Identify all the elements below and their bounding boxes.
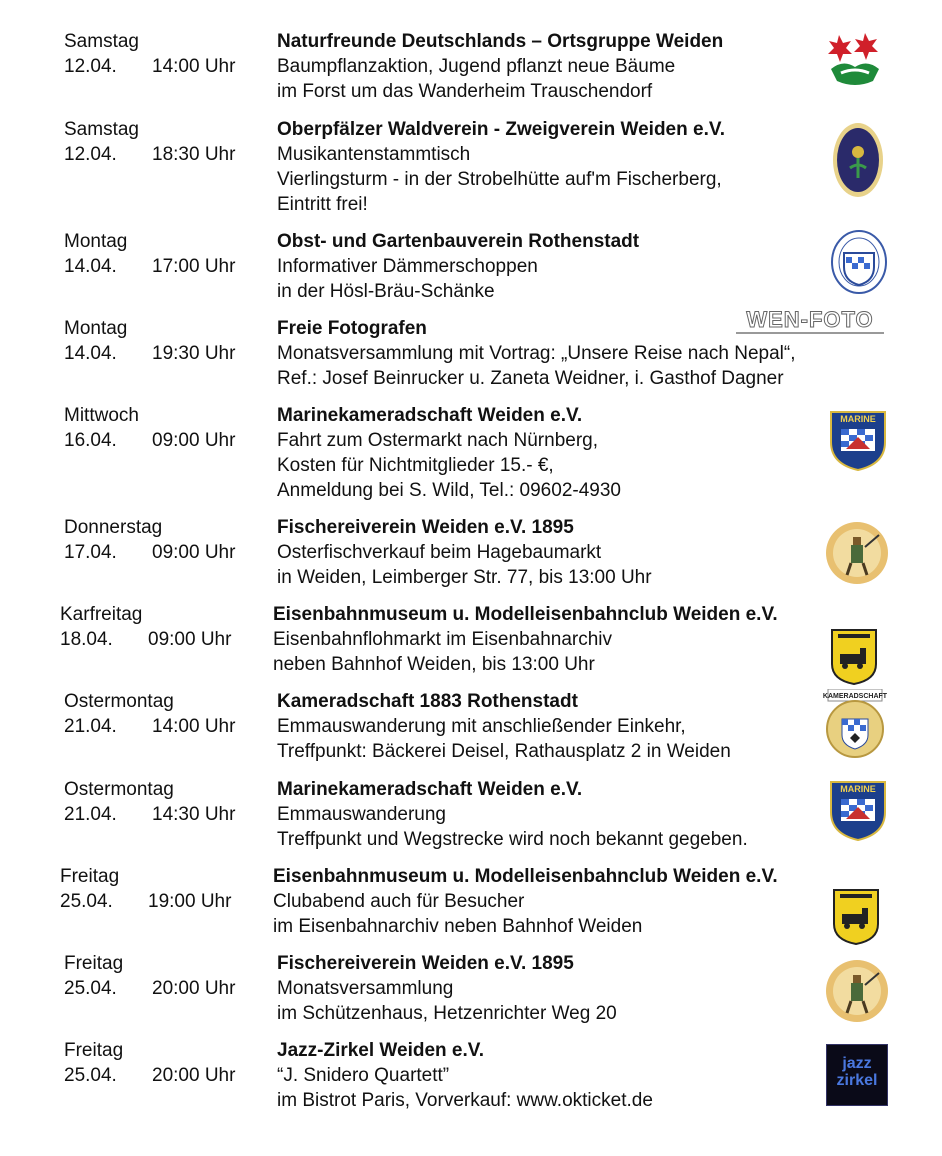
event-weekday: Ostermontag xyxy=(64,691,174,712)
event-date: 18.04. xyxy=(60,629,113,650)
event-daytime xyxy=(64,515,264,565)
event-description-line: neben Bahnhof Weiden, bis 13:00 Uhr xyxy=(273,654,595,675)
event-organizer: Marinekameradschaft Weiden e.V. xyxy=(277,779,583,800)
event-date: 14.04. xyxy=(64,256,117,277)
event-description-line: Musikantenstammtisch xyxy=(277,144,471,165)
event-details xyxy=(273,602,873,677)
marine-logo xyxy=(828,409,888,473)
marine-logo-text: MARINE xyxy=(840,414,876,424)
event-weekday: Ostermontag xyxy=(64,779,174,800)
event-daytime xyxy=(64,403,264,453)
event-details xyxy=(277,29,877,104)
event-description-line: “J. Snidero Quartett” xyxy=(277,1065,450,1086)
jazz-zirkel-logo-text: jazz zirkel xyxy=(836,1055,878,1089)
event-weekday: Freitag xyxy=(64,953,124,974)
event-description-line: Treffpunkt und Wegstrecke wird noch bekannt gegeben. xyxy=(277,829,748,850)
event-weekday: Freitag xyxy=(60,866,120,887)
event-daytime xyxy=(64,316,264,366)
event-description-line: im Bistrot Paris, Vorverkauf: www.okticket.de xyxy=(277,1090,653,1111)
event-description-line: Fahrt zum Ostermarkt nach Nürnberg, xyxy=(277,430,598,451)
event-details xyxy=(277,689,877,764)
event-details xyxy=(273,864,873,939)
event-date: 12.04. xyxy=(64,144,117,165)
naturfreunde-logo xyxy=(825,29,885,89)
event-description-line: Osterfischverkauf beim Hagebaumarkt xyxy=(277,542,602,563)
event-time: 19:00 Uhr xyxy=(148,891,232,912)
event-organizer: Naturfreunde Deutschlands – Ortsgruppe Weiden xyxy=(277,31,724,52)
event-weekday: Montag xyxy=(64,231,128,252)
event-time: 18:30 Uhr xyxy=(152,144,236,165)
event-organizer: Kameradschaft 1883 Rothenstadt xyxy=(277,691,578,712)
event-details xyxy=(277,1038,877,1113)
event-weekday: Mittwoch xyxy=(64,405,139,426)
event-date: 16.04. xyxy=(64,430,117,451)
event-time: 09:00 Uhr xyxy=(152,542,236,563)
marine-logo xyxy=(828,779,888,843)
event-details xyxy=(277,515,877,590)
event-time: 20:00 Uhr xyxy=(152,1065,236,1086)
event-organizer: Fischereiverein Weiden e.V. 1895 xyxy=(277,953,574,974)
event-organizer: Oberpfälzer Waldverein - Zweigverein Weiden e.V. xyxy=(277,119,726,140)
event-time: 14:30 Uhr xyxy=(152,804,236,825)
fischereiverein-logo xyxy=(825,959,889,1023)
event-time: 14:00 Uhr xyxy=(152,56,236,77)
event-weekday: Donnerstag xyxy=(64,517,163,538)
event-description-line: Anmeldung bei S. Wild, Tel.: 09602-4930 xyxy=(277,480,621,501)
gartenbauverein-logo xyxy=(830,229,888,295)
event-daytime xyxy=(60,864,260,914)
event-daytime xyxy=(64,29,264,79)
event-daytime xyxy=(64,117,264,167)
event-description-line: Monatsversammlung mit Vortrag: „Unsere Reise nach Nepal“, xyxy=(277,343,796,364)
event-description-line: im Forst um das Wanderheim Trauschendorf xyxy=(277,81,653,102)
event-description-line: Kosten für Nichtmitglieder 15.- €, xyxy=(277,455,554,476)
event-details xyxy=(277,403,877,503)
event-daytime xyxy=(64,951,264,1001)
event-date: 21.04. xyxy=(64,716,117,737)
event-organizer: Obst- und Gartenbauverein Rothenstadt xyxy=(277,231,640,252)
event-description-line: Ref.: Josef Beinrucker u. Zaneta Weidner, i. Gasthof Dagner xyxy=(277,368,784,389)
event-weekday: Samstag xyxy=(64,31,139,52)
event-date: 25.04. xyxy=(64,1065,117,1086)
event-organizer: Freie Fotografen xyxy=(277,318,427,339)
event-details xyxy=(277,951,877,1026)
kameradschaft-logo-text: KAMERADSCHAFT xyxy=(822,693,888,700)
event-details xyxy=(277,777,877,852)
event-daytime xyxy=(64,229,264,279)
event-weekday: Montag xyxy=(64,318,128,339)
waldverein-logo xyxy=(832,122,884,198)
event-date: 25.04. xyxy=(64,978,117,999)
event-description-line: im Eisenbahnarchiv neben Bahnhof Weiden xyxy=(273,916,643,937)
event-daytime xyxy=(64,689,264,739)
event-date: 17.04. xyxy=(64,542,117,563)
event-details xyxy=(277,229,877,304)
event-description-line: Emmauswanderung mit anschließender Einkehr, xyxy=(277,716,686,737)
event-time: 09:00 Uhr xyxy=(148,629,232,650)
event-description-line: Monatsversammlung xyxy=(277,978,454,999)
fischereiverein-logo xyxy=(825,521,889,585)
event-date: 14.04. xyxy=(64,343,117,364)
event-description-line: in der Hösl-Bräu-Schänke xyxy=(277,281,495,302)
event-description-line: Clubabend auch für Besucher xyxy=(273,891,525,912)
event-description-line: Informativer Dämmerschoppen xyxy=(277,256,538,277)
kameradschaft-logo xyxy=(822,689,888,759)
event-description-line: Eisenbahnflohmarkt im Eisenbahnarchiv xyxy=(273,629,613,650)
event-weekday: Freitag xyxy=(64,1040,124,1061)
event-organizer: Fischereiverein Weiden e.V. 1895 xyxy=(277,517,574,538)
event-description-line: Vierlingsturm - in der Strobelhütte auf'm Fischerberg, xyxy=(277,169,722,190)
event-organizer: Eisenbahnmuseum u. Modelleisenbahnclub Weiden e.V. xyxy=(273,604,778,625)
event-description-line: Eintritt frei! xyxy=(277,194,368,215)
wen-foto-logo xyxy=(730,308,890,340)
event-details xyxy=(277,117,877,217)
event-time: 19:30 Uhr xyxy=(152,343,236,364)
event-daytime xyxy=(64,777,264,827)
event-description-line: Emmauswanderung xyxy=(277,804,446,825)
event-organizer: Jazz-Zirkel Weiden e.V. xyxy=(277,1040,484,1061)
event-organizer: Marinekameradschaft Weiden e.V. xyxy=(277,405,583,426)
event-time: 17:00 Uhr xyxy=(152,256,236,277)
event-weekday: Karfreitag xyxy=(60,604,143,625)
event-description-line: Baumpflanzaktion, Jugend pflanzt neue Bäume xyxy=(277,56,676,77)
jazz-zirkel-logo xyxy=(826,1044,888,1106)
event-time: 09:00 Uhr xyxy=(152,430,236,451)
event-description-line: im Schützenhaus, Hetzenrichter Weg 20 xyxy=(277,1003,617,1024)
event-time: 20:00 Uhr xyxy=(152,978,236,999)
event-date: 21.04. xyxy=(64,804,117,825)
event-daytime xyxy=(60,602,260,652)
event-time: 14:00 Uhr xyxy=(152,716,236,737)
eisenbahn-logo xyxy=(832,888,880,946)
event-organizer: Eisenbahnmuseum u. Modelleisenbahnclub Weiden e.V. xyxy=(273,866,778,887)
event-description-line: in Weiden, Leimberger Str. 77, bis 13:00 Uhr xyxy=(277,567,652,588)
event-daytime xyxy=(64,1038,264,1088)
eisenbahn-logo xyxy=(830,628,878,686)
event-weekday: Samstag xyxy=(64,119,139,140)
marine-logo-text: MARINE xyxy=(840,784,876,794)
event-date: 25.04. xyxy=(60,891,113,912)
event-date: 12.04. xyxy=(64,56,117,77)
event-description-line: Treffpunkt: Bäckerei Deisel, Rathausplatz 2 in Weiden xyxy=(277,741,731,762)
wen-foto-logo-text: WEN-FOTO xyxy=(746,307,874,332)
